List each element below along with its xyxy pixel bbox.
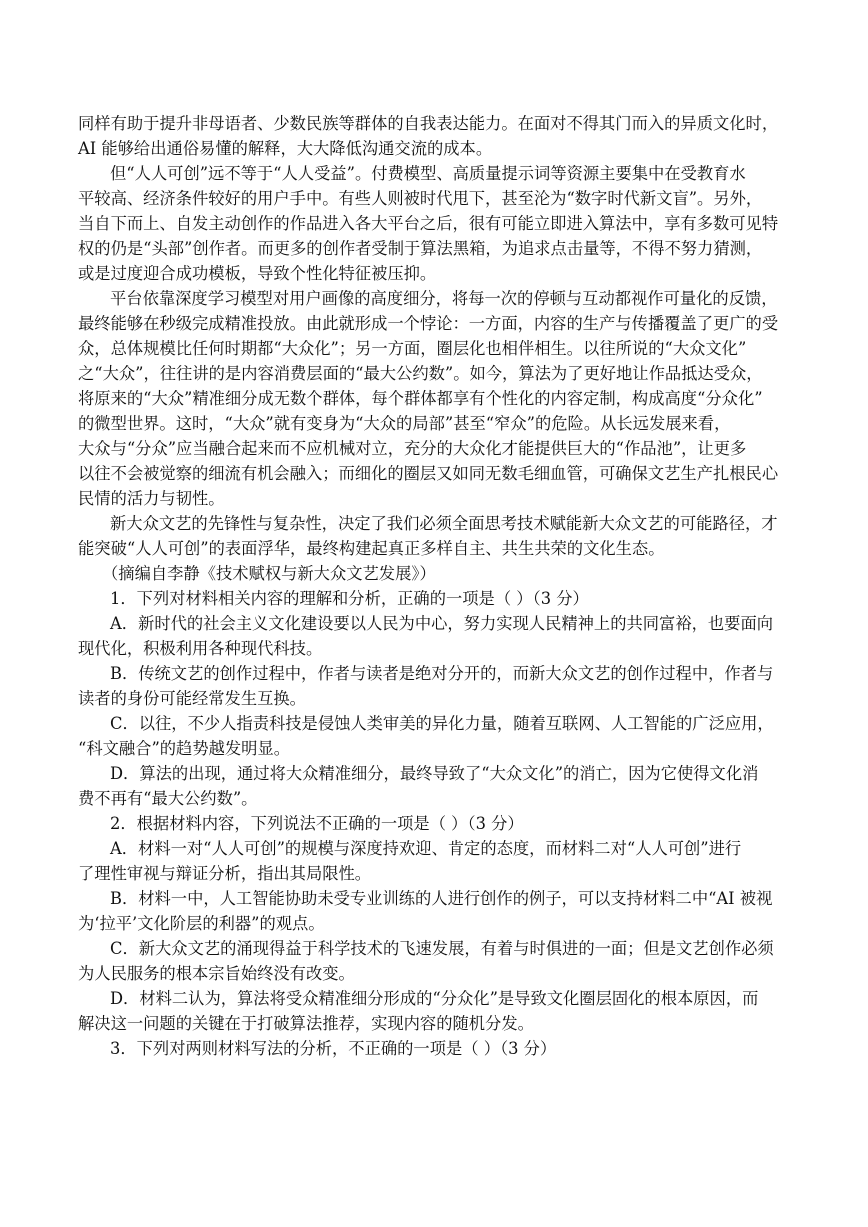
text-line: C．新大众文艺的涌现得益于科学技术的飞速发展，有着与时俱进的一面；但是文艺创作必须 [110, 939, 774, 958]
text-line: D．算法的出现，通过将大众精准细分，最终导致了“大众文化”的消亡，因为它使得文化消 [110, 764, 759, 783]
document-body [78, 111, 792, 1061]
text-line: 的微型世界。这时，“大众”就有变身为“大众的局部”甚至“窄众”的危险。从长远发展来看， [78, 414, 731, 433]
text-line: A．材料一对“人人可创”的规模与深度持欢迎、肯定的态度，而材料二对“人人可创”进行 [110, 839, 742, 858]
text-line: 当自下而上、自发主动创作的作品进入各大平台之后，很有可能立即进入算法中，享有多数可见特 [78, 214, 779, 233]
text-line: 现代化，积极利用各种现代科技。 [78, 639, 323, 658]
text-line: 最终能够在秒级完成精准投放。由此就形成一个悖论：一方面，内容的生产与传播覆盖了更广的受 [78, 314, 779, 333]
text-line: （摘编自李静《技术赋权与新大众文艺发展》） [102, 564, 436, 583]
text-line: 为‘拉平’文化阶层的利器”的观点。 [78, 914, 325, 933]
text-line: “科文融合”的趋势越发明显。 [78, 739, 291, 758]
text-line: 新大众文艺的先锋性与复杂性，决定了我们必须全面思考技术赋能新大众文艺的可能路径，才 [110, 514, 778, 533]
text-line: 或是过度迎合成功模板，导致个性化特征被压抑。 [78, 264, 437, 283]
text-line: 之“大众”，往往讲的是内容消费层面的“最大公约数”。如今，算法为了更好地让作品抵达受众， [78, 364, 763, 383]
text-line: A．新时代的社会主义文化建设要以人民为中心，努力实现人民精神上的共同富裕，也要面向 [110, 614, 774, 633]
text-line: 能突破“人人可创”的表面浮华，最终构建起真正多样自主、共生共荣的文化生态。 [78, 539, 665, 558]
text-line: D．材料二认为，算法将受众精准细分形成的“分众化”是导致文化圈层固化的根本原因，而 [110, 989, 759, 1008]
text-line: 解决这一问题的关键在于打破算法推荐，实现内容的随机分发。 [78, 1014, 534, 1033]
text-line: 将原来的“大众”精准细分成无数个群体，每个群体都享有个性化的内容定制，构成高度“分众化” [78, 389, 763, 408]
text-line: 大众与“分众”应当融合起来而不应机械对立，充分的大众化才能提供巨大的“作品池”，让更多 [78, 439, 747, 458]
text-line: 同样有助于提升非母语者、少数民族等群体的自我表达能力。在面对不得其门而入的异质文化时， [78, 114, 779, 133]
text-line: 读者的身份可能经常发生互换。 [78, 689, 306, 708]
text-line: B．材料一中，人工智能协助未受专业训练的人进行创作的例子，可以支持材料二中“AI 被视 [110, 889, 773, 908]
text-line: 众，总体规模比任何时期都“大众化”；另一方面，圈层化也相伴相生。以往所说的“大众文化” [78, 339, 747, 358]
text-line: C．以往，不少人指责科技是侵蚀人类审美的异化力量，随着互联网、人工智能的广泛应用， [110, 714, 774, 733]
text-line: 权的仍是“头部”创作者。而更多的创作者受制于算法黑箱，为追求点击量等，不得不努力猜测， [78, 239, 763, 258]
text-line: 1．下列对材料相关内容的理解和分析，正确的一项是（ ）（3 分） [110, 589, 589, 608]
text-line: 但“人人可创”远不等于“人人受益”。付费模型、高质量提示词等资源主要集中在受教育水 [110, 164, 746, 183]
text-line: 平台依靠深度学习模型对用户画像的高度细分，将每一次的停顿与互动都视作可量化的反馈， [110, 289, 778, 308]
text-line: 以往不会被觉察的细流有机会融入；而细化的圈层又如同无数毛细血管，可确保文艺生产扎根民心 [78, 464, 779, 483]
text-line: 平较高、经济条件较好的用户手中。有些人则被时代甩下，甚至沦为“数字时代新文盲”。另外， [78, 189, 763, 208]
text-line: 费不再有“最大公约数”。 [78, 789, 258, 808]
text-line: AI 能够给出通俗易懂的解释，大大降低沟通交流的成本。 [78, 139, 493, 158]
text-line: B．传统文艺的创作过程中，作者与读者是绝对分开的，而新大众文艺的创作过程中，作者与 [110, 664, 774, 683]
text-line: 了理性审视与辩证分析，指出其局限性。 [78, 864, 372, 883]
text-line: 为人民服务的根本宗旨始终没有改变。 [78, 964, 355, 983]
text-line: 3．下列对两则材料写法的分析，不正确的一项是（ ）（3 分） [110, 1039, 557, 1058]
text-line: 民情的活力与韧性。 [78, 489, 225, 508]
text-line: 2．根据材料内容，下列说法不正确的一项是（ ）（3 分） [110, 814, 524, 833]
